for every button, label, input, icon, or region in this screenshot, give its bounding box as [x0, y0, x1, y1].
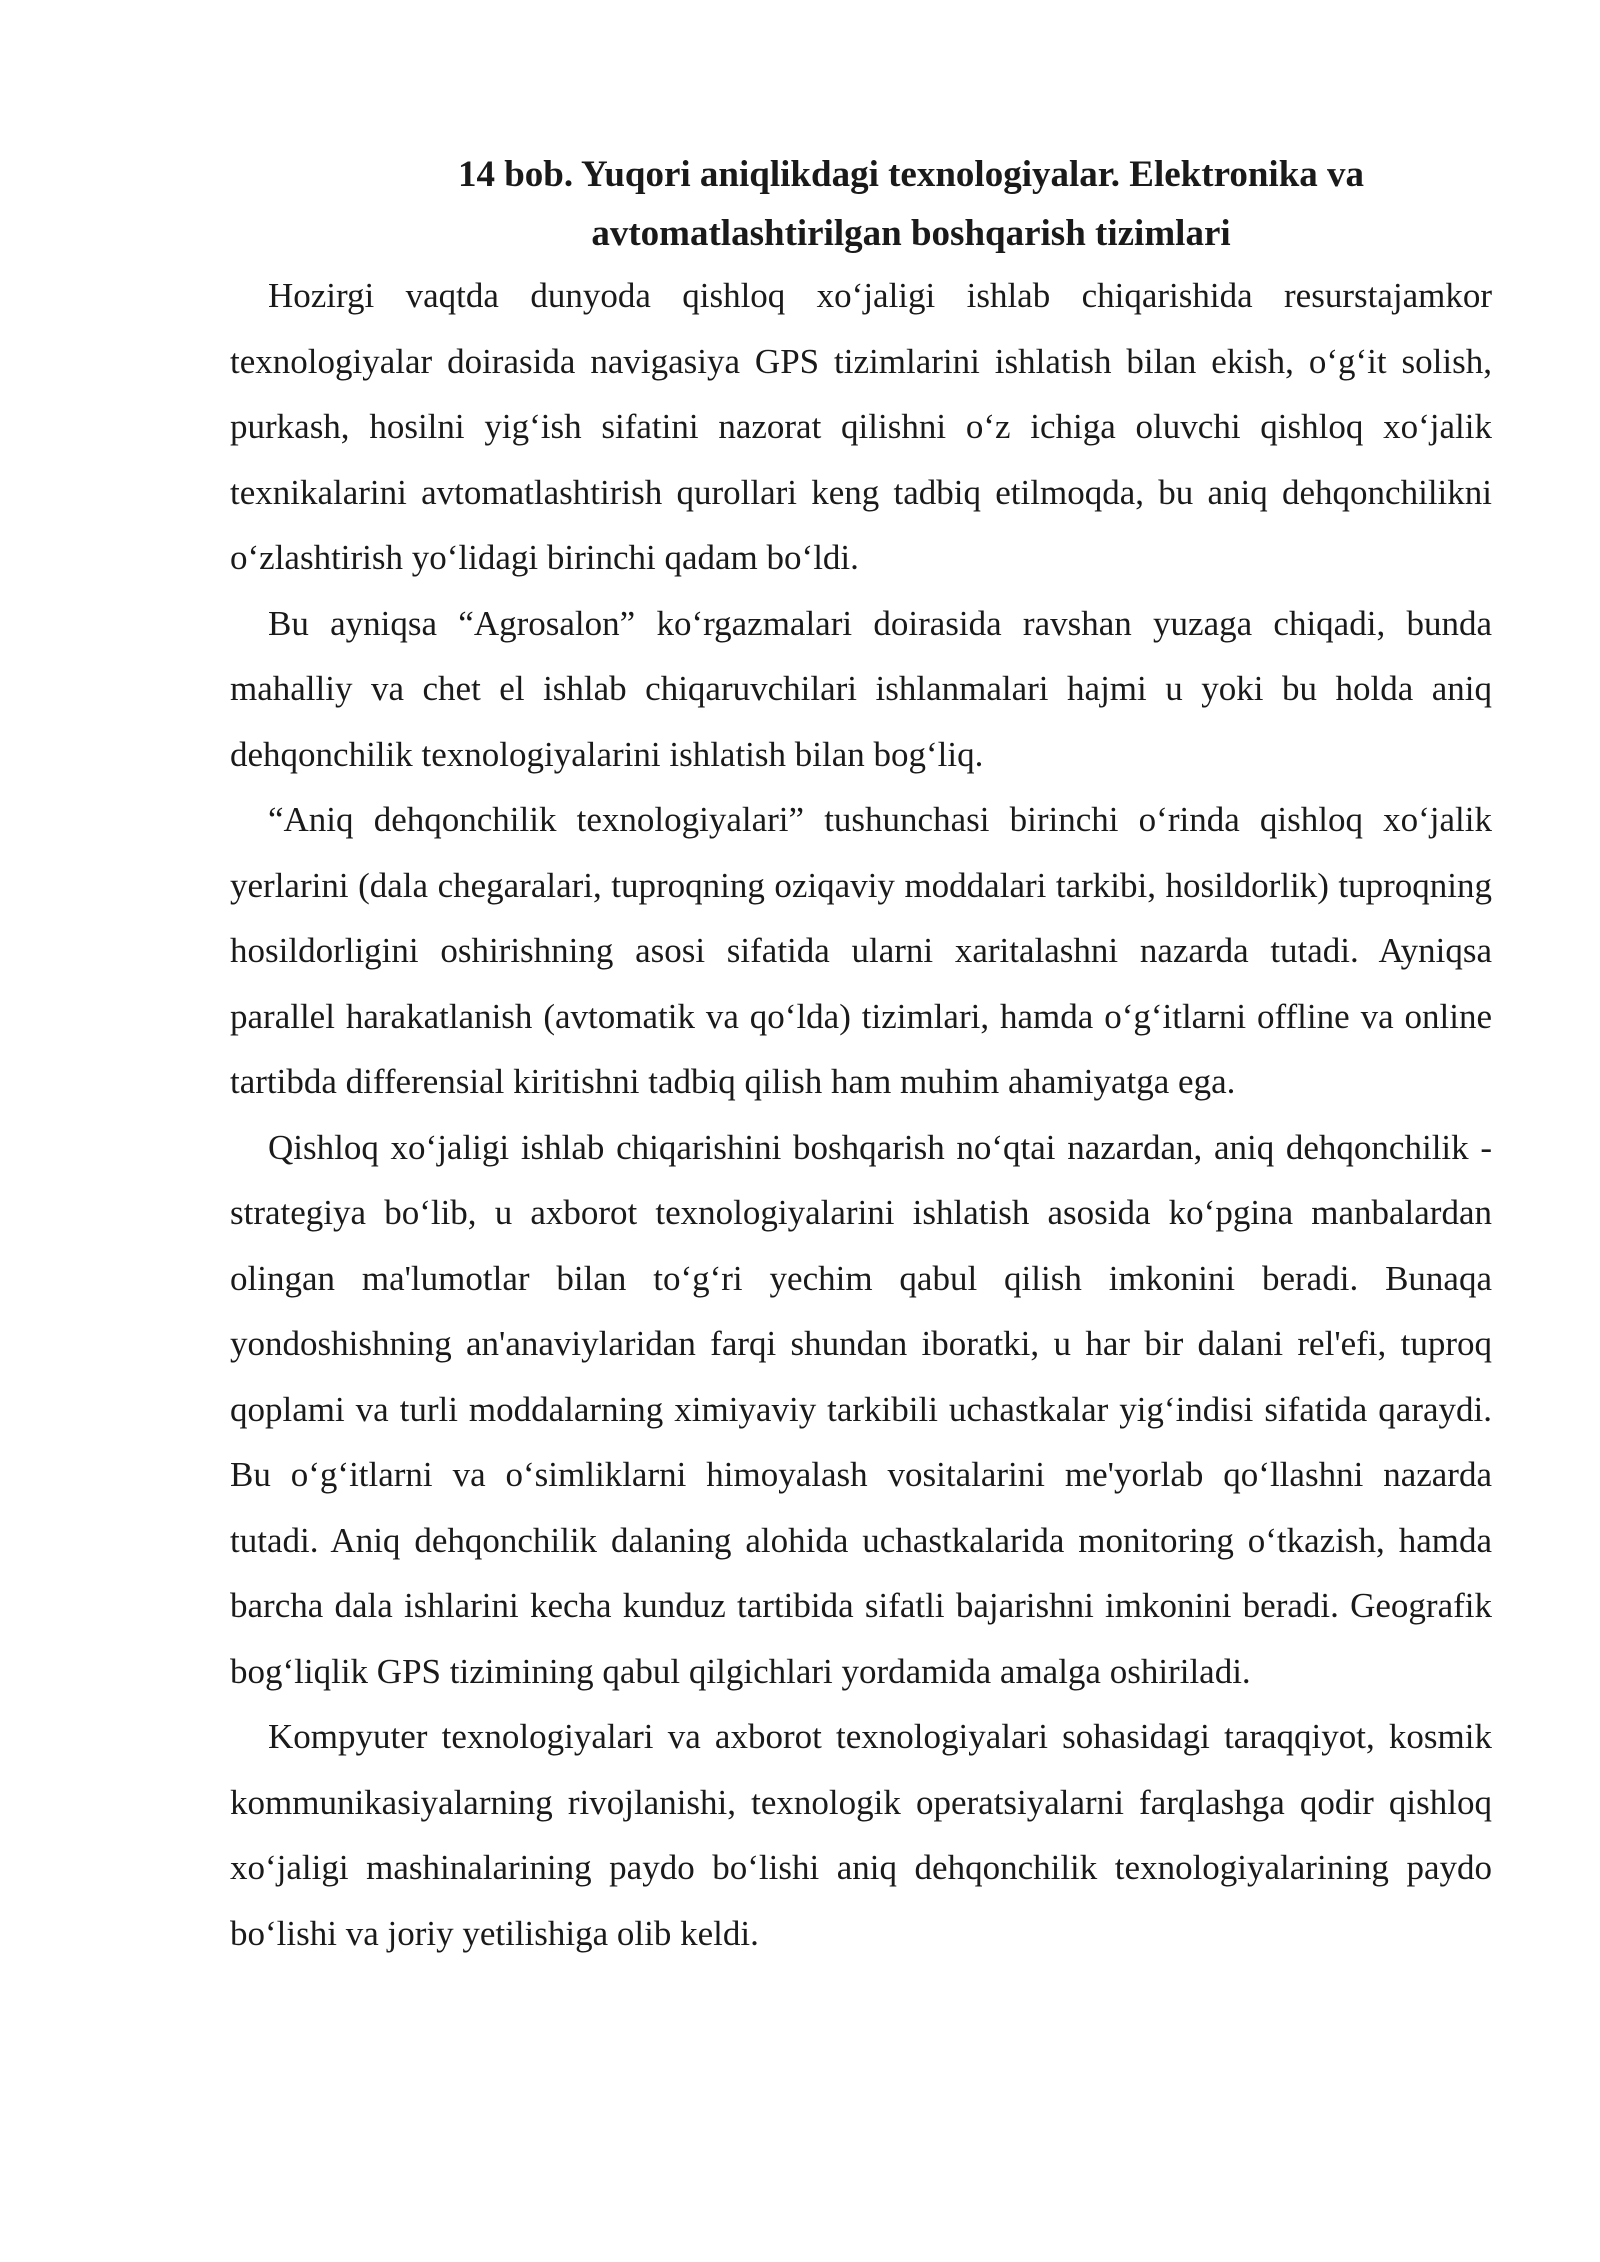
document-page	[230, 145, 1492, 1966]
paragraph-3: “Aniq dehqonchilik texnologiyalari” tushunchasi birinchi o‘rinda qishloq xo‘jalik yerlarini (dala chegaralari, tuproqning oziqaviy moddalari tarkibi, hosildorlik) tuproqning hosildorligini oshirishning asosi sifatida ularni xaritalashni nazarda tutadi. Ayniqsa parallel harakatlanish (avtomatik va qo‘lda) tizimlari, hamda o‘g‘itlarni offline va online tartibda differensial kiritishni tadbiq qilish ham muhim ahamiyatga ega.	[230, 800, 1492, 1101]
chapter-title-line-2: avtomatlashtirilgan boshqarish tizimlari	[591, 213, 1231, 254]
paragraph-1: Hozirgi vaqtda dunyoda qishloq xo‘jaligi ishlab chiqarishida resurstajamkor texnologiyalar doirasida navigasiya GPS tizimlarini ishlatish bilan ekish, o‘g‘it solish, purkash, hosilni yig‘ish sifatini nazorat qilishni o‘z ichiga oluvchi qishloq xo‘jalik texnikalarini avtomatlashtirish qurollari keng tadbiq etilmoqda, bu aniq dehqonchilikni o‘zlashtirish yo‘lidagi birinchi qadam bo‘ldi.	[230, 276, 1492, 577]
chapter-title	[230, 145, 1492, 263]
paragraph-2: Bu ayniqsa “Agrosalon” ko‘rgazmalari doirasida ravshan yuzaga chiqadi, bunda mahalliy va chet el ishlab chiqaruvchilari ishlanmalari hajmi u yoki bu holda aniq dehqonchilik texnologiyalarini ishlatish bilan bog‘liq.	[230, 603, 1492, 774]
paragraph-5: Kompyuter texnologiyalari va axborot texnologiyalari sohasidagi taraqqiyot, kosmik kommunikasiyalarning rivojlanishi, texnologik operatsiyalarni farqlashga qodir qishloq xo‘jaligi mashinalarining paydo bo‘lishi aniq dehqonchilik texnologiyalarining paydo bo‘lishi va joriy yetilishiga olib keldi.	[230, 1717, 1492, 1953]
paragraph-4: Qishloq xo‘jaligi ishlab chiqarishini boshqarish no‘qtai nazardan, aniq dehqonchilik - strategiya bo‘lib, u axborot texnologiyalarini ishlatish asosida ko‘pgina manbalardan olingan ma'lumotlar bilan to‘g‘ri yechim qabul qilish imkonini beradi. Bunaqa yondoshishning an'anaviylaridan farqi shundan iboratki, u har bir dalani rel'efi, tuproq qoplami va turli moddalarning ximiyaviy tarkibili uchastkalar yig‘indisi sifatida qaraydi. Bu o‘g‘itlarni va o‘simliklarni himoyalash vositalarini me'yorlab qo‘llashni nazarda tutadi. Aniq dehqonchilik dalaning alohida uchastkalarida monitoring o‘tkazish, hamda barcha dala ishlarini kecha kunduz tartibida sifatli bajarishni imkonini beradi. Geografik bog‘liqlik GPS tizimining qabul qilgichlari yordamida amalga oshiriladi.	[230, 1127, 1492, 1691]
chapter-title-line-1: 14 bob. Yuqori aniqlikdagi texnologiyalar. Elektronika va	[457, 154, 1365, 195]
